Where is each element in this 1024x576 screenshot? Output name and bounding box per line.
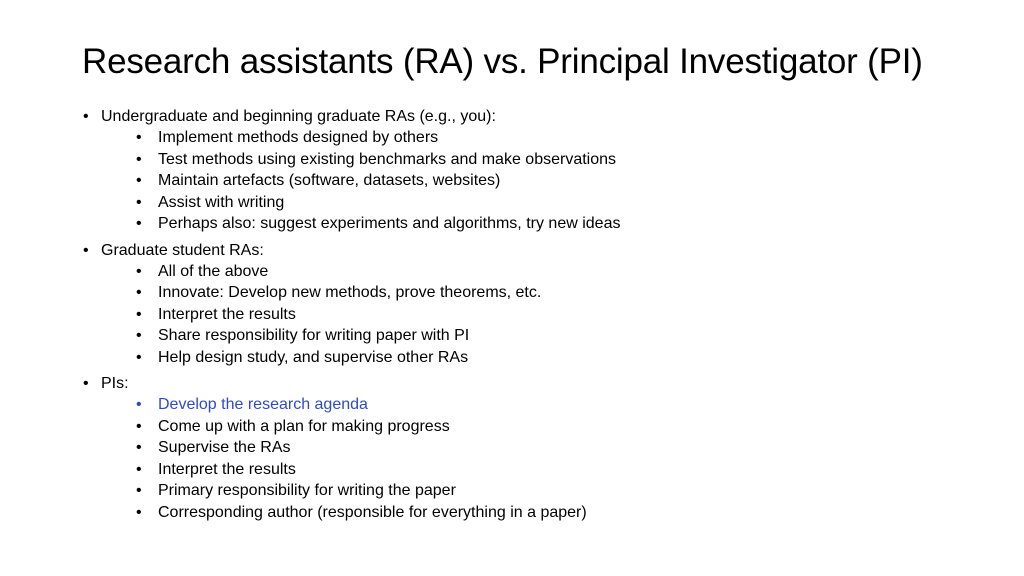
bullet-icon: • [83, 108, 89, 125]
section-heading: Graduate student RAs: [101, 241, 264, 259]
bullet-icon: • [136, 193, 142, 211]
list-item [120, 416, 982, 438]
list-item-text: Assist with writing [158, 193, 285, 211]
section-heading: PIs: [101, 375, 129, 392]
list-item [120, 170, 982, 192]
list-item [120, 304, 982, 326]
list-item [120, 261, 982, 283]
list-item [120, 459, 982, 481]
list-item-text: Supervise the RAs [158, 439, 291, 456]
list-item-text: Maintain artefacts (software, datasets, websites) [158, 172, 501, 189]
list-item [120, 149, 982, 171]
sub-list [101, 394, 982, 523]
bullet-icon: • [136, 417, 142, 435]
list-item-text: All of the above [158, 262, 269, 280]
list-item-text: Interpret the results [158, 305, 296, 323]
bullet-icon: • [136, 172, 142, 189]
section-undergrad-ras [82, 106, 982, 235]
list-item-highlighted [120, 394, 982, 416]
list-item [120, 480, 982, 502]
list-item-text: Help design study, and supervise other RAs [158, 348, 469, 366]
list-item [120, 502, 982, 524]
sub-list [101, 127, 982, 235]
list-item-text: Come up with a plan for making progress [158, 417, 450, 435]
bullet-icon: • [136, 129, 142, 146]
bullet-icon: • [136, 150, 142, 168]
bullet-icon: • [136, 348, 142, 366]
bullet-icon: • [136, 284, 142, 301]
list-item-text: Perhaps also: suggest experiments and algorithms, try new ideas [158, 215, 621, 232]
bullet-icon: • [83, 375, 89, 392]
bullet-list [82, 106, 982, 523]
sub-list [101, 261, 982, 369]
bullet-icon: • [136, 482, 142, 499]
list-item-text: Implement methods designed by others [158, 129, 439, 146]
list-item-text: Develop the research agenda [158, 396, 368, 413]
list-item-text: Share responsibility for writing paper with PI [158, 327, 470, 344]
list-item [120, 127, 982, 149]
list-item [120, 213, 982, 235]
bullet-icon: • [136, 460, 142, 478]
list-item-text: Interpret the results [158, 460, 296, 478]
bullet-icon: • [83, 241, 89, 259]
bullet-icon: • [136, 396, 142, 413]
bullet-icon: • [136, 215, 142, 232]
bullet-icon: • [136, 262, 142, 280]
section-graduate-ras [82, 240, 982, 369]
list-item [120, 282, 982, 304]
list-item [120, 347, 982, 369]
bullet-icon: • [136, 503, 142, 521]
slide-title: Research assistants (RA) vs. Principal Investigator (PI) [82, 42, 923, 81]
list-item-text: Primary responsibility for writing the paper [158, 482, 456, 499]
list-item [120, 192, 982, 214]
list-item-text: Test methods using existing benchmarks and make observations [158, 150, 617, 168]
section-heading: Undergraduate and beginning graduate RAs (e.g., you): [101, 108, 496, 125]
bullet-icon: • [136, 439, 142, 456]
bullet-icon: • [136, 305, 142, 323]
list-item [120, 325, 982, 347]
bullet-icon: • [136, 327, 142, 344]
list-item-text: Innovate: Develop new methods, prove theorems, etc. [158, 284, 542, 301]
list-item-text: Corresponding author (responsible for everything in a paper) [158, 503, 587, 521]
section-pis [82, 373, 982, 523]
list-item [120, 437, 982, 459]
